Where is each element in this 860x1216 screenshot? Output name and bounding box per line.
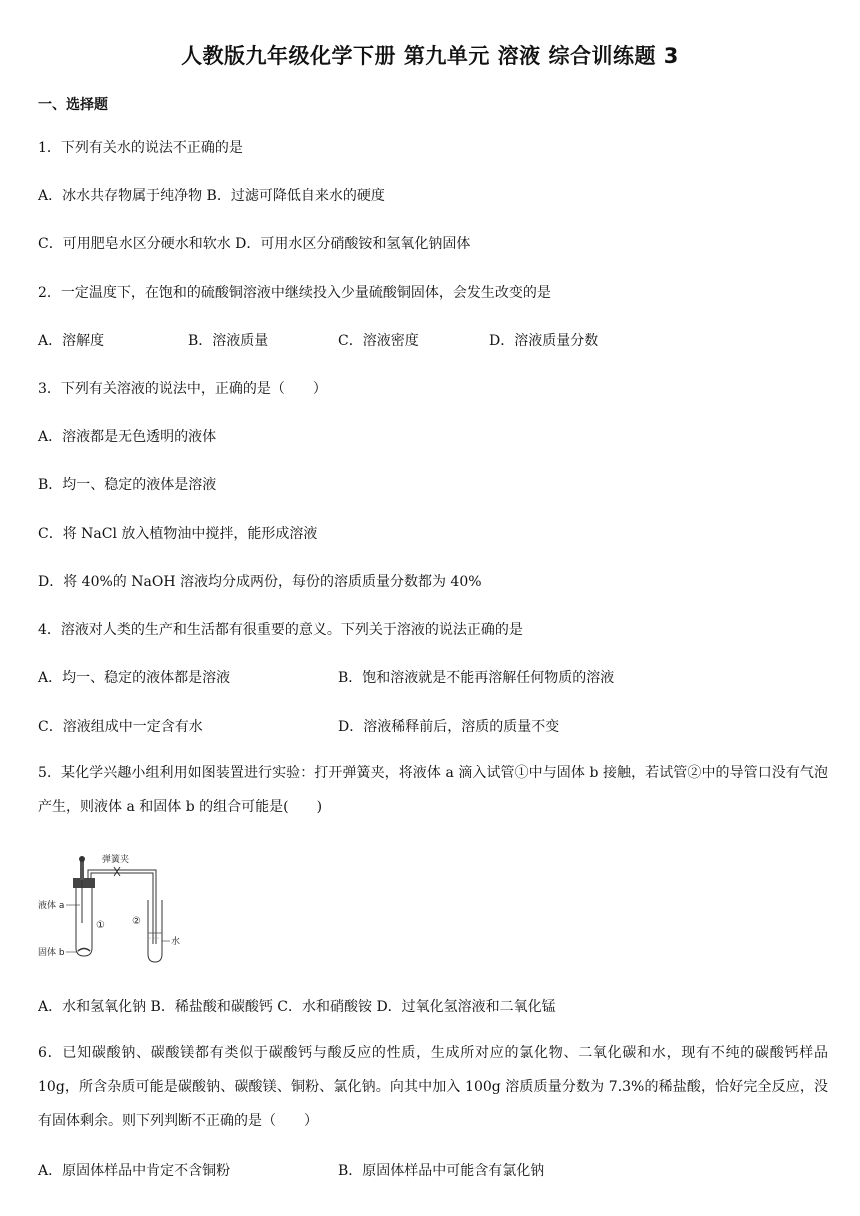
question-1-stem: 1．下列有关水的说法不正确的是 bbox=[38, 140, 243, 156]
question-1-options-ab: A．冰水共存物属于纯净物 B．过滤可降低自来水的硬度 bbox=[38, 188, 385, 204]
question-2-option-b: B．溶液质量 bbox=[188, 333, 269, 349]
question-1-options-cd: C．可用肥皂水区分硬水和软水 D．可用水区分硝酸铵和氢氧化钠固体 bbox=[38, 236, 471, 252]
tube-1-label: ① bbox=[96, 920, 105, 931]
question-3-stem: 3．下列有关溶液的说法中，正确的是（ ） bbox=[38, 381, 327, 397]
apparatus-diagram bbox=[38, 848, 188, 963]
water-label: 水 bbox=[171, 937, 181, 947]
question-4-option-c: C．溶液组成中一定含有水 bbox=[38, 719, 203, 735]
question-3-option-b: B．均一、稳定的液体是溶液 bbox=[38, 477, 217, 493]
question-3-option-c: C．将 NaCl 放入植物油中搅拌，能形成溶液 bbox=[38, 526, 318, 542]
section-heading: 一、选择题 bbox=[38, 97, 108, 113]
question-4-option-a: A．均一、稳定的液体都是溶液 bbox=[38, 670, 231, 686]
page-title: 人教版九年级化学下册 第九单元 溶液 综合训练题 3 bbox=[181, 44, 679, 68]
dropper-bulb-icon bbox=[79, 856, 85, 862]
solid-b-label: 固体 b bbox=[38, 948, 65, 958]
question-2-stem: 2．一定温度下，在饱和的硫酸铜溶液中继续投入少量硫酸铜固体，会发生改变的是 bbox=[38, 285, 551, 301]
question-2-option-c: C．溶液密度 bbox=[338, 333, 419, 349]
question-4-option-b: B．饱和溶液就是不能再溶解任何物质的溶液 bbox=[338, 670, 615, 686]
question-2-option-d: D．溶液质量分数 bbox=[489, 333, 599, 349]
question-5-options: A．水和氢氧化钠 B．稀盐酸和碳酸钙 C．水和硝酸铵 D．过氧化氢溶液和二氧化锰 bbox=[38, 999, 556, 1015]
question-3-option-a: A．溶液都是无色透明的液体 bbox=[38, 429, 217, 445]
question-5-stem: 5．某化学兴趣小组利用如图装置进行实验：打开弹簧夹，将液体 a 滴入试管①中与固体 b 接触，若试管②中的导管口没有气泡产生，则液体 a 和固体 b 的组合可能是( ) bbox=[38, 765, 828, 815]
spring-clip-icon bbox=[114, 867, 120, 876]
question-4-stem: 4．溶液对人类的生产和生活都有很重要的意义。下列关于溶液的说法正确的是 bbox=[38, 622, 523, 638]
question-6-option-b: B．原固体样品中可能含有氯化钠 bbox=[338, 1163, 545, 1179]
tube-2-label: ② bbox=[132, 916, 141, 927]
question-4-option-d: D．溶液稀释前后，溶质的质量不变 bbox=[338, 719, 560, 735]
question-6-stem: 6．已知碳酸钠、碳酸镁都有类似于碳酸钙与酸反应的性质，生成所对应的氯化物、二氧化碳和水，现有不纯的碳酸钙样品 10g，所含杂质可能是碳酸钠、碳酸镁、铜粉、氯化钠。向其中加入 100g 溶质质量分数为 7.3%的稀盐酸，恰好完全反应，没有固体剩余。则下列判断不正确的是（ ） bbox=[38, 1045, 828, 1129]
clip-label: 弹簧夹 bbox=[102, 855, 130, 865]
question-2-option-a: A．溶解度 bbox=[38, 333, 105, 349]
question-6-option-a: A．原固体样品中肯定不含铜粉 bbox=[38, 1163, 231, 1179]
question-3-option-d: D．将 40%的 NaOH 溶液均分成两份，每份的溶质质量分数都为 40% bbox=[38, 574, 482, 590]
liquid-a-label: 液体 a bbox=[38, 901, 65, 911]
